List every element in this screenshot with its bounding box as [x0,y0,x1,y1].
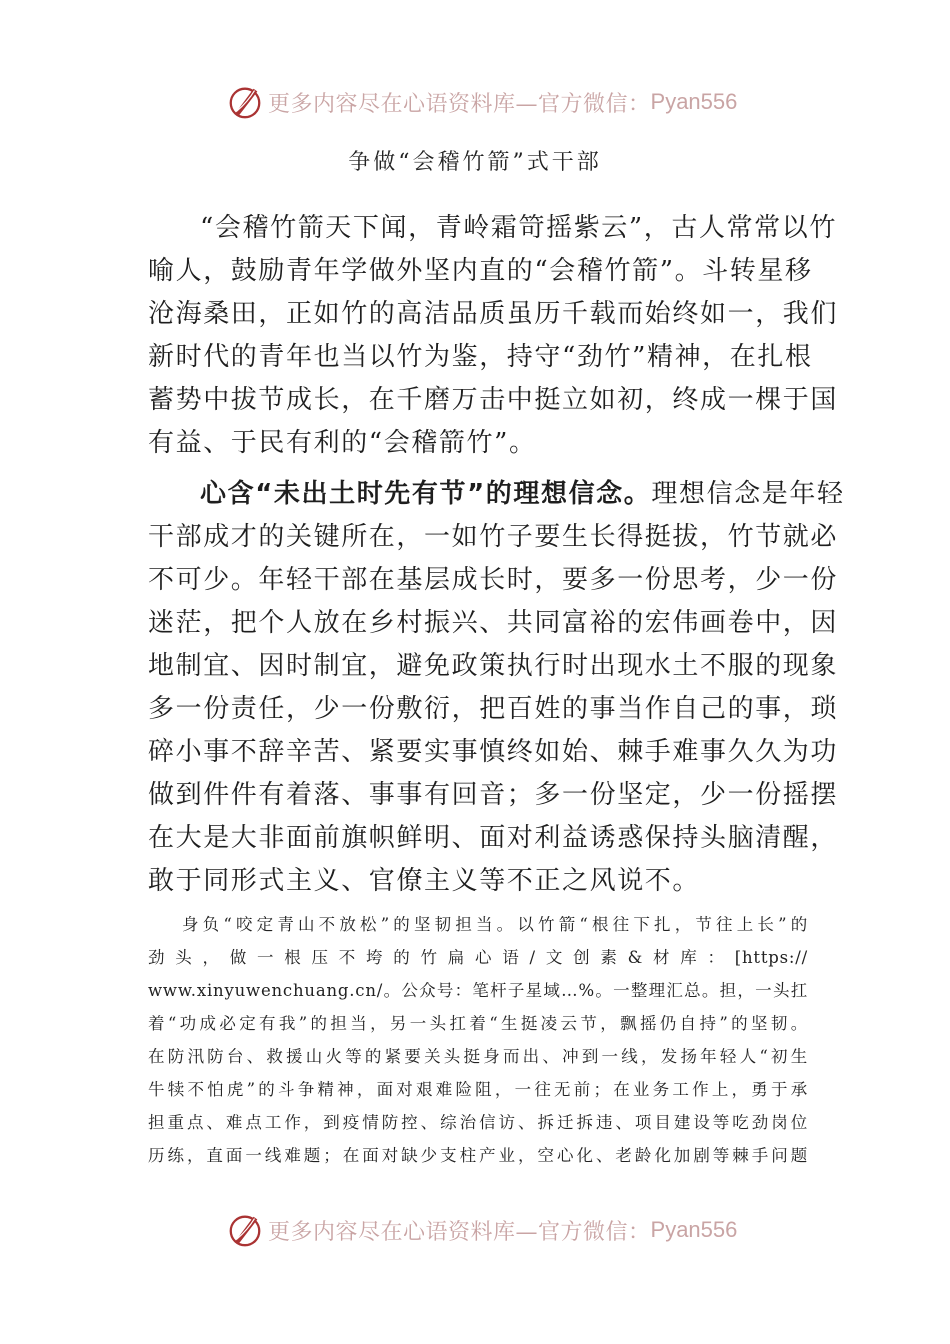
section1-line: 不可少。年轻干部在基层成长时，要多一份思考，少一份 [148,565,839,595]
banner-text: 更多内容尽在心语资料库—官方微信： [268,91,651,117]
section2-line: 担重点、难点工作，到疫情防控、综治信访、拆迁拆违、项目建设等吃劲岗位 [148,1113,808,1132]
header-banner [0,82,950,122]
section2-line: 身负“咬定青山不放松”的坚韧担当。以竹箭“根往下扎，节往上长”的 [182,915,808,934]
intro-line: 喻人，鼓励青年学做外坚内直的“会稽竹箭”。斗转星移 [148,256,813,286]
section1-first-line [148,473,845,510]
section1-first-line-rest: 理想信念是年轻 [651,479,845,509]
section1-line: 干部成才的关键所在，一如竹子要生长得挺拔，竹节就必 [148,522,839,552]
section1-line: 敢于同形式主义、官僚主义等不正之风说不。 [148,866,701,896]
intro-line: 蓄势中拔节成长，在千磨万击中挺立如初，终成一棵于国 [148,385,839,415]
section2-line: 劲头，做一根压不垮的竹扁心语/文创素&材库：[https:// [148,948,808,967]
intro-line: “会稽竹箭天下闻，青岭霜笴摇紫云”，古人常常以竹 [200,213,837,243]
section1-heading: 心含“未出土时先有节”的理想信念。 [200,479,652,509]
section2-line: 着“功成必定有我”的担当，另一头扛着“生挺凌云节，飘摇仍自持”的坚韧。 [148,1014,808,1033]
intro-line: 有益、于民有利的“会稽箭竹”。 [148,428,537,458]
section2-line: 在防汛防台、救援山火等的紧要关头挺身而出、冲到一线，发扬年轻人“初生 [148,1047,808,1066]
footer-banner [0,1210,950,1250]
section2-line: 历练，直面一线难题；在面对缺少支柱产业，空心化、老龄化加剧等棘手问题 [148,1146,808,1165]
section1-line: 多一份责任，少一份敷衍，把百姓的事当作自己的事，琐 [148,694,839,724]
quill-logo-icon [226,1211,264,1249]
section1-line: 在大是大非面前旗帜鲜明、面对利益诱惑保持头脑清醒， [148,823,839,853]
section1-line: 迷茫，把个人放在乡村振兴、共同富裕的宏伟画卷中，因 [148,608,839,638]
section1-line: 碎小事不辞辛苦、紧要实事慎终如始、棘手难事久久为功 [148,737,839,767]
section1-line: 做到件件有着落、事事有回音；多一份坚定，少一份摇摆 [148,780,839,810]
section1-line: 地制宜、因时制宜，避免政策执行时出现水土不服的现象 [148,651,839,681]
banner-text: 更多内容尽在心语资料库—官方微信： [268,1219,651,1245]
section2-line: www.xinyuwenchuang.cn/。公众号：笔杆子星域…%。一整理汇总。担，一头扛 [148,981,808,1000]
quill-logo-icon [226,83,264,121]
banner-wechat-id: Pyan556 [650,89,738,114]
intro-line: 新时代的青年也当以竹为鉴，持守“劲竹”精神，在扎根 [148,342,813,372]
section2-line: 牛犊不怕虎”的斗争精神，面对艰难险阻，一往无前；在业务工作上，勇于承 [148,1080,808,1099]
page-title: 争做“会稽竹箭”式干部 [348,150,602,175]
intro-line: 沧海桑田，正如竹的高洁品质虽历千载而始终如一，我们 [148,299,839,329]
banner-wechat-id: Pyan556 [650,1217,738,1242]
